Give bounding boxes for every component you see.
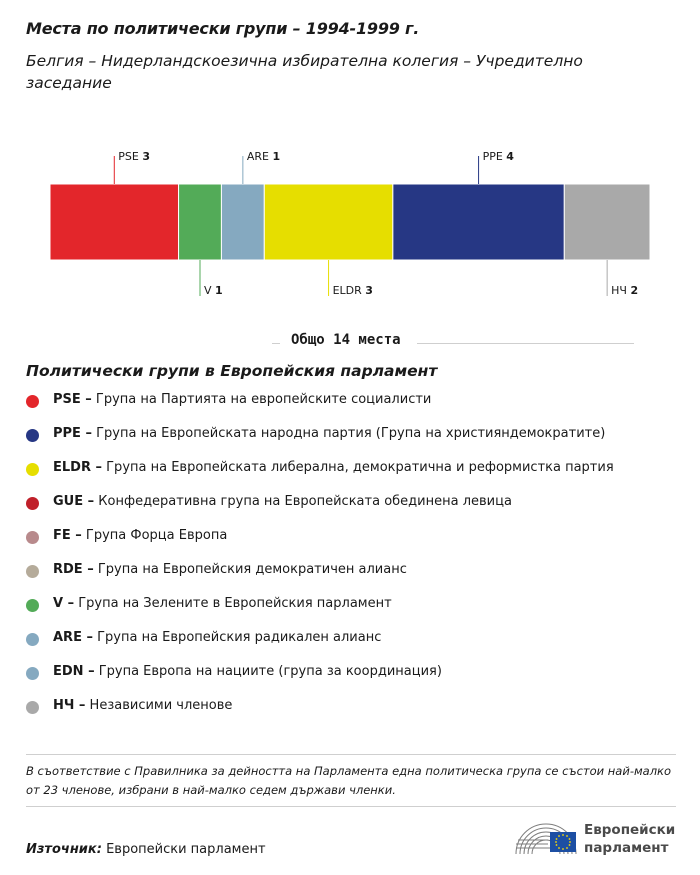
- total-seats-row: [272, 332, 634, 352]
- parliament-hemicycle-icon: [514, 818, 580, 858]
- legend-color-dot: [26, 429, 39, 442]
- legend-item-description: Група на Европейския демократичен алианс: [93, 562, 407, 577]
- legend-item-text: [53, 392, 431, 407]
- bar-label-pse: PSE 3: [118, 150, 151, 163]
- bar-label-нч: НЧ 2: [611, 284, 639, 297]
- legend-item-text: [53, 664, 442, 679]
- legend-item: [26, 494, 686, 528]
- divider: [26, 806, 676, 807]
- legend-item-code: RDE –: [53, 562, 94, 577]
- legend-color-dot: [26, 463, 39, 476]
- divider: [26, 754, 676, 755]
- bar-segment-pse: [50, 184, 179, 260]
- legend-color-dot: [26, 667, 39, 680]
- legend-item-code: V –: [53, 596, 75, 611]
- legend-item-description: Група Европа на нациите (група за координация): [94, 664, 442, 679]
- legend-item-code: PPE –: [53, 426, 92, 441]
- source-label: Източник:: [26, 842, 102, 857]
- legend-item-description: Група Форца Европа: [81, 528, 228, 543]
- divider-left: [272, 343, 280, 344]
- legend-color-dot: [26, 531, 39, 544]
- legend-item-description: Независими членове: [85, 698, 233, 713]
- legend-item-text: [53, 596, 392, 611]
- legend-item: [26, 596, 686, 630]
- legend-item-code: GUE –: [53, 494, 95, 509]
- bar-segment-v: [179, 184, 222, 260]
- bar-label-v: V 1: [204, 284, 223, 297]
- legend-item-text: [53, 494, 512, 509]
- bar-segment-ppe: [393, 184, 564, 260]
- legend-color-dot: [26, 497, 39, 510]
- legend-item: [26, 426, 686, 460]
- legend-item-description: Група на Зелените в Европейския парламент: [74, 596, 392, 611]
- chart-title: Места по политически групи – 1994-1999 г.: [26, 19, 420, 38]
- logo-line-2: парламент: [584, 840, 669, 856]
- legend-item: [26, 460, 686, 494]
- legend-item-code: EDN –: [53, 664, 95, 679]
- footnote: В съответствие с Правилника за дейността на Парламента една политическа група се състои най-малко от 23 членове, избрани в най-малко седем държави членки.: [26, 764, 672, 797]
- legend-color-dot: [26, 633, 39, 646]
- legend-item-code: PSE –: [53, 392, 92, 407]
- legend-item-description: Група на Партията на европейските социалисти: [91, 392, 432, 407]
- legend-color-dot: [26, 701, 39, 714]
- legend-item: [26, 698, 686, 732]
- legend-title: Политически групи в Европейския парламент: [26, 362, 438, 380]
- legend-color-dot: [26, 565, 39, 578]
- legend-item: [26, 664, 686, 698]
- legend-item-text: [53, 630, 381, 645]
- legend-item-description: Група на Европейската либерална, демократична и реформистка партия: [102, 460, 614, 475]
- bar-segment-are: [221, 184, 264, 260]
- legend-item: [26, 528, 686, 562]
- legend-item-text: [53, 698, 232, 713]
- seat-chart: [0, 140, 700, 310]
- legend-item-code: ELDR –: [53, 460, 102, 475]
- chart-subtitle: Белгия – Нидерландскоезична избирателна колегия – Учредително заседание: [26, 52, 583, 92]
- legend-item: [26, 562, 686, 596]
- legend-color-dot: [26, 395, 39, 408]
- european-parliament-logo: [514, 818, 679, 858]
- bar-label-are: ARE 1: [246, 150, 281, 163]
- legend-item-text: [53, 426, 605, 441]
- logo-wordmark: [584, 821, 675, 857]
- legend-item-text: [53, 528, 227, 543]
- legend-item-code: FE –: [53, 528, 82, 543]
- logo-line-1: Европейски: [584, 822, 676, 838]
- legend-item-description: Група на Европейската народна партия (Група на християндемократите): [91, 426, 606, 441]
- legend: [26, 392, 686, 732]
- bar-label-ppe: PPE 4: [482, 150, 514, 163]
- legend-item-text: [53, 460, 614, 475]
- bar-segment-eldr: [264, 184, 393, 260]
- bar-label-eldr: ELDR 3: [332, 284, 373, 297]
- divider-right: [417, 343, 634, 344]
- source-line: [26, 842, 266, 857]
- legend-item-code: ARE –: [53, 630, 93, 645]
- legend-item-text: [53, 562, 407, 577]
- legend-item-description: Група на Европейския радикален алианс: [92, 630, 382, 645]
- source-value: Европейски парламент: [101, 842, 266, 857]
- legend-item-description: Конфедеративна група на Европейската обединена левица: [94, 494, 512, 509]
- legend-item-code: НЧ –: [53, 698, 86, 713]
- total-seats-label: Общо 14 места: [291, 332, 401, 348]
- legend-item: [26, 630, 686, 664]
- bar-segment-нч: [564, 184, 650, 260]
- legend-color-dot: [26, 599, 39, 612]
- legend-item: [26, 392, 686, 426]
